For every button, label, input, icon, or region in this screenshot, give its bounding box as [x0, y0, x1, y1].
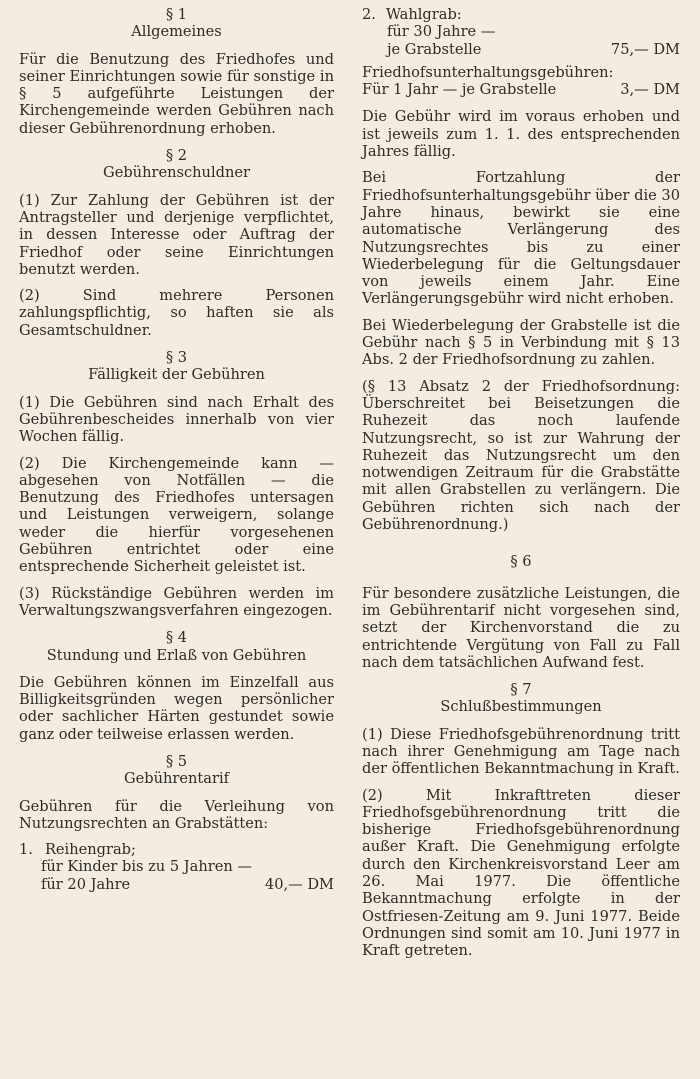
tariff-item-1-label: Reihengrab;: [44, 841, 136, 859]
section-3-symbol: § 3: [165, 349, 188, 367]
section-2-paragraph-2: (2) Sind mehrere Personen zahlungspflichtig, so haften sie als Gesamtschuldner.: [19, 287, 334, 339]
quoted-regulation-paragraph: (§ 13 Absatz 2 der Friedhofsordnung: Überschreitet bei Beisetzungen die Ruhezeit das noch laufende Nutzungsrecht, so ist zur Wahrung der Ruhezeit das Nutzungsrecht um den notwendigen Zeitraum für die Grabstätte mit allen Grabstellen zu verlängern. Die Gebühren richten sich nach der Gebührenordnung.): [362, 377, 680, 534]
section-3-title: Fälligkeit der Gebühren: [88, 366, 265, 384]
section-7-paragraph-1: (1) Diese Friedhofsgebührenordnung tritt nach ihrer Genehmigung am Tage nach der öffentlichen Bekanntmachung in Kraft.: [362, 725, 680, 778]
tariff-item-2-line-2: je Grabstelle: [387, 40, 482, 58]
section-4-text: Die Gebühren können im Einzelfall aus Billigkeitsgründen wegen persönlicher oder sachlicher Härten gestundet sowie ganz oder teilweise erlassen werden.: [19, 673, 334, 743]
section-3-paragraph-2: (2) Die Kirchengemeinde kann — abgesehen von Notfällen — die Benutzung des Friedhofes untersagen und Leistungen verweigern, solange weder die hierfür vorgesehenen Gebühren entrichtet oder eine entsprechende Sicherheit geleistet ist.: [19, 454, 334, 576]
tariff-item-2-line-1: für 30 Jahre —: [387, 23, 496, 41]
tariff-item-1-number: 1.: [19, 841, 33, 859]
tariff-item-2-label: Wahlgrab:: [385, 6, 462, 23]
advance-payment-paragraph: Die Gebühr wird im voraus erhoben und ist jeweils zum 1. 1. des entsprechenden Jahres fällig.: [362, 108, 680, 161]
upkeep-fee-line: Für 1 Jahr — je Grabstelle: [362, 81, 557, 99]
right-column: [362, 6, 680, 969]
tariff-item-1-line-2: für 20 Jahre: [41, 875, 131, 893]
section-6-symbol: § 6: [510, 553, 532, 571]
section-1-text: Für die Benutzung des Friedhofes und seiner Einrichtungen sowie für sonstige in § 5 aufgeführte Leistungen der Kirchengemeinde werden Gebühren nach dieser Gebührenordnung erhoben.: [19, 50, 334, 137]
tariff-item-2-fee-row: [362, 41, 680, 58]
upkeep-fee-row: [362, 81, 680, 98]
reuse-paragraph: Bei Wiederbelegung der Grabstelle ist die Gebühr nach § 5 in Verbindung mit § 13 Abs. 2 der Friedhofsordnung zu zahlen.: [362, 316, 680, 369]
continuation-paragraph: Bei Fortzahlung der Friedhofsunterhaltungsgebühr über die 30 Jahre hinaus, bewirkt sie eine automatische Verlängerung des Nutzungsrechtes bis zu einer Wiederbelegung für die Geltungsdauer von jeweils einem Jahr. Eine Verlängerungsgebühr wird nicht erhoben.: [362, 169, 680, 308]
section-7-symbol: § 7: [510, 681, 532, 699]
tariff-item-1-fee-row: [19, 876, 334, 893]
section-3-paragraph-3: (3) Rückständige Gebühren werden im Verwaltungszwangsverfahren eingezogen.: [19, 584, 334, 619]
tariff-item-2-number: 2.: [362, 6, 376, 23]
section-5-title: Gebührentarif: [123, 770, 230, 788]
section-7-paragraph-2: (2) Mit Inkrafttreten dieser Friedhofsgebührenordnung tritt die bisherige Friedhofsgebührenordnung außer Kraft. Die Genehmigung erfolgte durch den Kirchenkreisvorstand Leer am 26. Mai 1977. Die öffentliche Bekanntmachung erfolgte in der Ostfriesen-Zeitung am 9. Juni 1977. Beide Ordnungen sind somit am 10. Juni 1977 in Kraft getreten.: [362, 786, 680, 960]
section-4-symbol: § 4: [165, 629, 188, 647]
upkeep-fee-title: Friedhofsunterhaltungsgebühren:: [362, 63, 614, 81]
left-column: [19, 6, 334, 893]
tariff-item-1: [19, 841, 334, 893]
tariff-item-2: [362, 6, 680, 58]
section-2-title: Gebührenschuldner: [103, 164, 250, 182]
section-4-title: Stundung und Erlaß von Gebühren: [46, 646, 307, 664]
tariff-item-1-line-1: für Kinder bis zu 5 Jahren —: [41, 858, 252, 876]
section-2-paragraph-1: (1) Zur Zahlung der Gebühren ist der Antragsteller und derjenige verpflichtet, in dessen Interesse oder Auftrag der Friedhof oder seine Einrichtungen benutzt werden.: [19, 191, 334, 278]
upkeep-fee-amount: 3,— DM: [620, 81, 680, 99]
section-7-title: Schlußbestimmungen: [440, 698, 602, 716]
section-2-symbol: § 2: [165, 147, 188, 165]
section-6-text: Für besondere zusätzliche Leistungen, die im Gebührentarif nicht vorgesehen sind, setzt der Kirchenvorstand die zu entrichtende Vergütung von Fall zu Fall nach dem tatsächlichen Aufwand fest.: [362, 584, 680, 671]
section-5-intro: Gebühren für die Verleihung von Nutzungsrechten an Grabstätten:: [19, 797, 334, 832]
tariff-item-1-fee: 40,— DM: [264, 875, 334, 893]
section-5-symbol: § 5: [165, 752, 188, 770]
section-1-symbol: § 1: [165, 6, 188, 23]
section-3-paragraph-1: (1) Die Gebühren sind nach Erhalt des Gebührenbescheides innerhalb von vier Wochen fällig.: [19, 393, 334, 446]
section-1-title: Allgemeines: [131, 23, 222, 41]
tariff-item-2-fee: 75,— DM: [610, 40, 680, 58]
